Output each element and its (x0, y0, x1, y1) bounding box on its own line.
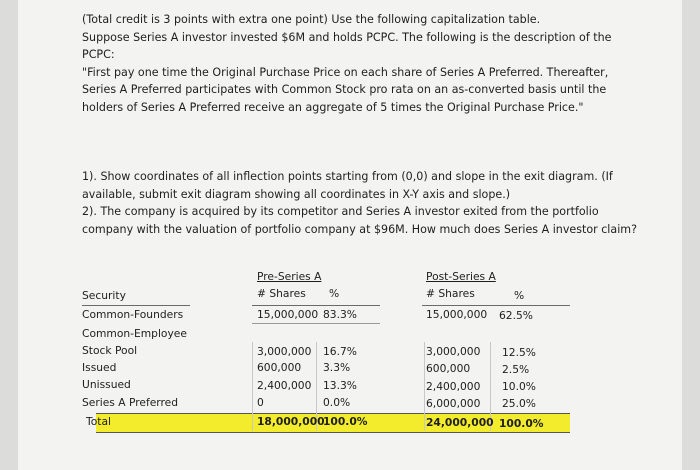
problem-statement (82, 11, 652, 117)
row-label: Stock Pool (82, 344, 138, 357)
post-shares-cell: 2,400,000 (426, 380, 481, 393)
post-pct-cell: 62.5% (499, 309, 533, 322)
row-label: Series A Preferred (82, 396, 179, 409)
post-shares-header: # Shares (426, 287, 475, 300)
pre-pct-cell: 13.3% (323, 379, 357, 392)
post-pct-cell: 10.0% (502, 380, 536, 393)
row-label: Common-Founders (82, 308, 184, 321)
pre-pct-header: % (329, 287, 340, 300)
post-shares-cell: 15,000,000 (426, 308, 488, 321)
post-shares-cell: 600,000 (426, 362, 471, 375)
pre-shares-cell: 0 (257, 396, 264, 409)
text-line: Suppose Series A investor invested $6M and holds PCPC. The following is the description of the (82, 30, 612, 44)
text-line: 1). Show coordinates of all inflection points starting from (0,0) and slope in the exit diagram. (If (82, 170, 613, 183)
post-pct-cell: 2.5% (502, 363, 530, 376)
row-label: Issued (82, 361, 117, 374)
post-pct-cell: 12.5% (502, 346, 536, 359)
pre-shares-cell: 15,000,000 (257, 308, 319, 321)
pre-shares-header: # Shares (257, 287, 306, 300)
total-pre-shares: 18,000,000 (257, 415, 325, 428)
text-line: "First pay one time the Original Purchase Price on each share of Series A Preferred. Thereafter, (82, 65, 609, 79)
total-post-pct: 100.0% (499, 417, 544, 430)
total-label: Total (86, 415, 111, 428)
post-shares-cell: 6,000,000 (426, 397, 481, 410)
pre-pct-cell: 16.7% (323, 345, 357, 358)
total-pre-pct: 100.0% (323, 415, 368, 428)
text-line: company with the valuation of portfolio company at $96M. How much does Series A investor claim? (82, 222, 637, 236)
pre-pct-cell: 3.3% (323, 361, 351, 374)
post-series-a-header: Post-Series A (426, 270, 496, 283)
pre-pct-cell: 0.0% (323, 396, 351, 409)
text-line: holders of Series A Preferred receive an aggregate of 5 times the Original Purchase Price." (82, 100, 584, 114)
text-line: (Total credit is 3 points with extra one point) Use the following capitalization table. (82, 13, 541, 26)
security-header: Security (82, 289, 126, 302)
task-list (82, 168, 652, 238)
pre-shares-cell: 2,400,000 (257, 379, 312, 392)
text-line: PCPC: (82, 48, 115, 62)
row-label: Unissued (82, 378, 131, 391)
pre-series-a-header: Pre-Series A (257, 270, 322, 283)
pre-pct-cell: 83.3% (323, 308, 357, 321)
text-line: 2). The company is acquired by its competitor and Series A investor exited from the portfolio (82, 205, 599, 219)
post-pct-header: % (514, 289, 525, 302)
pre-shares-cell: 600,000 (257, 361, 302, 374)
post-shares-cell: 3,000,000 (426, 345, 481, 358)
total-post-shares: 24,000,000 (426, 416, 494, 429)
document-page (18, 0, 682, 470)
text-line: available, submit exit diagram showing all coordinates in X-Y axis and slope.) (82, 187, 511, 201)
text-line: Series A Preferred participates with Common Stock pro rata on an as-converted basis until the (82, 83, 607, 97)
post-pct-cell: 25.0% (502, 397, 536, 410)
row-label: Common-Employee (82, 327, 187, 340)
pre-shares-cell: 3,000,000 (257, 345, 312, 358)
